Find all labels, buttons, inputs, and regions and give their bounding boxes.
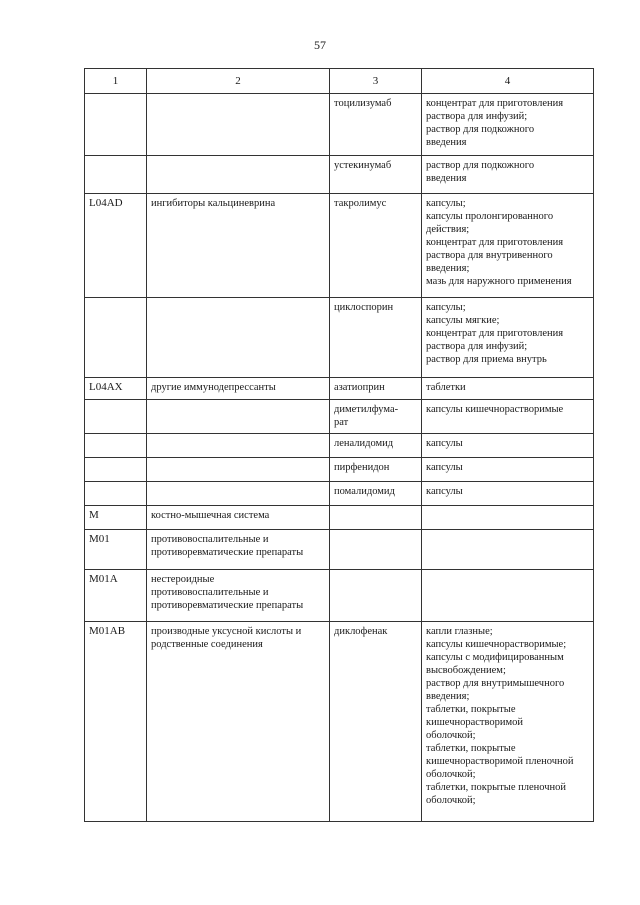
- group-cell: [147, 530, 330, 570]
- table-row: [85, 434, 594, 458]
- code-cell: L04AX: [85, 378, 147, 400]
- group-cell: [147, 570, 330, 622]
- drug-cell: [330, 400, 422, 434]
- code-cell: [85, 94, 147, 156]
- drug-cell-line: пирфенидон: [334, 462, 390, 473]
- drug-cell-line: азатиоприн: [334, 382, 385, 393]
- group-cell: [147, 622, 330, 822]
- table-row: [85, 378, 594, 400]
- forms-cell-line: таблетки, покрытые: [426, 743, 516, 754]
- table-row: [85, 570, 594, 622]
- forms-cell-line: капсулы;: [426, 302, 466, 313]
- table-row: [85, 400, 594, 434]
- forms-cell-line: оболочкой;: [426, 769, 476, 780]
- group-cell: [147, 458, 330, 482]
- forms-cell-line: капли глазные;: [426, 626, 493, 637]
- forms-cell-line: кишечнорастворимой: [426, 717, 524, 728]
- header-col-2: 2: [147, 69, 330, 94]
- forms-cell: [422, 434, 594, 458]
- group-cell-line: родственные соединения: [151, 639, 263, 650]
- code-cell: [85, 458, 147, 482]
- forms-cell: [422, 400, 594, 434]
- header-col-4: 4: [422, 69, 594, 94]
- forms-cell: [422, 298, 594, 378]
- header-row: [85, 69, 594, 94]
- forms-cell-line: раствор для приема внутрь: [426, 354, 547, 365]
- forms-cell-line: капсулы с модифицированным: [426, 652, 564, 663]
- forms-cell: [422, 570, 594, 622]
- forms-cell-line: раствора для инфузий;: [426, 111, 528, 122]
- drug-cell: [330, 458, 422, 482]
- header-col-3: 3: [330, 69, 422, 94]
- group-cell: [147, 506, 330, 530]
- drug-cell-line: устекинумаб: [334, 160, 392, 171]
- group-cell-line: противовоспалительные и: [151, 534, 269, 545]
- forms-cell-line: концентрат для приготовления: [426, 98, 564, 109]
- group-cell: [147, 400, 330, 434]
- table-row: [85, 530, 594, 570]
- group-cell-line: ингибиторы кальциневрина: [151, 198, 276, 209]
- forms-cell-line: капсулы;: [426, 198, 466, 209]
- forms-cell-line: таблетки, покрытые: [426, 704, 516, 715]
- group-cell: [147, 194, 330, 298]
- forms-cell-line: капсулы кишечнорастворимые;: [426, 639, 567, 650]
- code-cell: [85, 434, 147, 458]
- forms-cell-line: раствор для внутримышечного: [426, 678, 565, 689]
- forms-cell-line: капсулы кишечнорастворимые: [426, 404, 564, 415]
- code-cell: [85, 298, 147, 378]
- forms-cell: [422, 622, 594, 822]
- drug-cell-line: тоцилизумаб: [334, 98, 392, 109]
- drug-cell: [330, 94, 422, 156]
- group-cell-line: противоревматические препараты: [151, 600, 304, 611]
- header-col-1: 1: [85, 69, 147, 94]
- drug-cell-line: леналидомид: [334, 438, 394, 449]
- forms-cell-line: оболочкой;: [426, 795, 476, 806]
- table-row: [85, 194, 594, 298]
- forms-cell-line: введения;: [426, 263, 470, 274]
- forms-cell-line: капсулы мягкие;: [426, 315, 500, 326]
- drug-cell: [330, 530, 422, 570]
- forms-cell-line: мазь для наружного применения: [426, 276, 572, 287]
- code-cell: [85, 400, 147, 434]
- forms-cell-line: капсулы: [426, 486, 463, 497]
- forms-cell: [422, 458, 594, 482]
- code-cell: L04AD: [85, 194, 147, 298]
- drug-cell-line: такролимус: [334, 198, 387, 209]
- forms-cell-line: оболочкой;: [426, 730, 476, 741]
- forms-cell-line: введения: [426, 173, 467, 184]
- code-cell: [85, 482, 147, 506]
- forms-cell-line: концентрат для приготовления: [426, 237, 564, 248]
- forms-cell-line: кишечнорастворимой пленочной: [426, 756, 574, 767]
- group-cell: [147, 482, 330, 506]
- code-cell: M01AB: [85, 622, 147, 822]
- table-row: [85, 94, 594, 156]
- group-cell-line: костно-мышечная система: [151, 510, 270, 521]
- group-cell: [147, 434, 330, 458]
- table-row: [85, 298, 594, 378]
- forms-cell-line: раствора для внутривенного: [426, 250, 553, 261]
- table-body: [85, 94, 594, 822]
- forms-cell-line: капсулы: [426, 462, 463, 473]
- drug-cell-line: циклоспорин: [334, 302, 394, 313]
- code-cell: M01A: [85, 570, 147, 622]
- table-row: [85, 156, 594, 194]
- drug-cell: [330, 434, 422, 458]
- drug-cell-line: рат: [334, 417, 349, 428]
- group-cell-line: другие иммунодепрессанты: [151, 382, 276, 393]
- forms-cell-line: раствор для подкожного: [426, 160, 535, 171]
- group-cell-line: нестероидные: [151, 574, 215, 585]
- forms-cell-line: таблетки, покрытые пленочной: [426, 782, 567, 793]
- code-cell: M: [85, 506, 147, 530]
- table-row: [85, 622, 594, 822]
- forms-cell: [422, 156, 594, 194]
- forms-cell-line: концентрат для приготовления: [426, 328, 564, 339]
- drug-cell: [330, 156, 422, 194]
- forms-cell-line: капсулы: [426, 438, 463, 449]
- forms-cell-line: капсулы пролонгированного: [426, 211, 554, 222]
- drug-cell-line: диклофенак: [334, 626, 388, 637]
- group-cell-line: противоревматические препараты: [151, 547, 304, 558]
- drug-cell: [330, 378, 422, 400]
- drug-cell: [330, 194, 422, 298]
- drug-cell: [330, 506, 422, 530]
- group-cell: [147, 298, 330, 378]
- forms-cell: [422, 506, 594, 530]
- table-row: [85, 506, 594, 530]
- forms-cell: [422, 378, 594, 400]
- group-cell: [147, 156, 330, 194]
- group-cell-line: противовоспалительные и: [151, 587, 269, 598]
- forms-cell-line: раствора для инфузий;: [426, 341, 528, 352]
- drug-cell-line: диметилфума-: [334, 404, 399, 415]
- drug-table: [84, 68, 594, 822]
- page-number: 57: [314, 38, 326, 52]
- drug-cell: [330, 622, 422, 822]
- table-row: [85, 482, 594, 506]
- forms-cell-line: введения: [426, 137, 467, 148]
- forms-cell: [422, 530, 594, 570]
- forms-cell-line: действия;: [426, 224, 470, 235]
- forms-cell: [422, 94, 594, 156]
- forms-cell-line: высвобождением;: [426, 665, 506, 676]
- drug-cell: [330, 298, 422, 378]
- forms-cell: [422, 194, 594, 298]
- group-cell-line: производные уксусной кислоты и: [151, 626, 302, 637]
- code-cell: [85, 156, 147, 194]
- drug-cell: [330, 570, 422, 622]
- drug-cell: [330, 482, 422, 506]
- forms-cell-line: таблетки: [426, 382, 466, 393]
- code-cell: M01: [85, 530, 147, 570]
- forms-cell-line: введения;: [426, 691, 470, 702]
- forms-cell: [422, 482, 594, 506]
- group-cell: [147, 378, 330, 400]
- forms-cell-line: раствор для подкожного: [426, 124, 535, 135]
- drug-cell-line: помалидомид: [334, 486, 395, 497]
- group-cell: [147, 94, 330, 156]
- table-row: [85, 458, 594, 482]
